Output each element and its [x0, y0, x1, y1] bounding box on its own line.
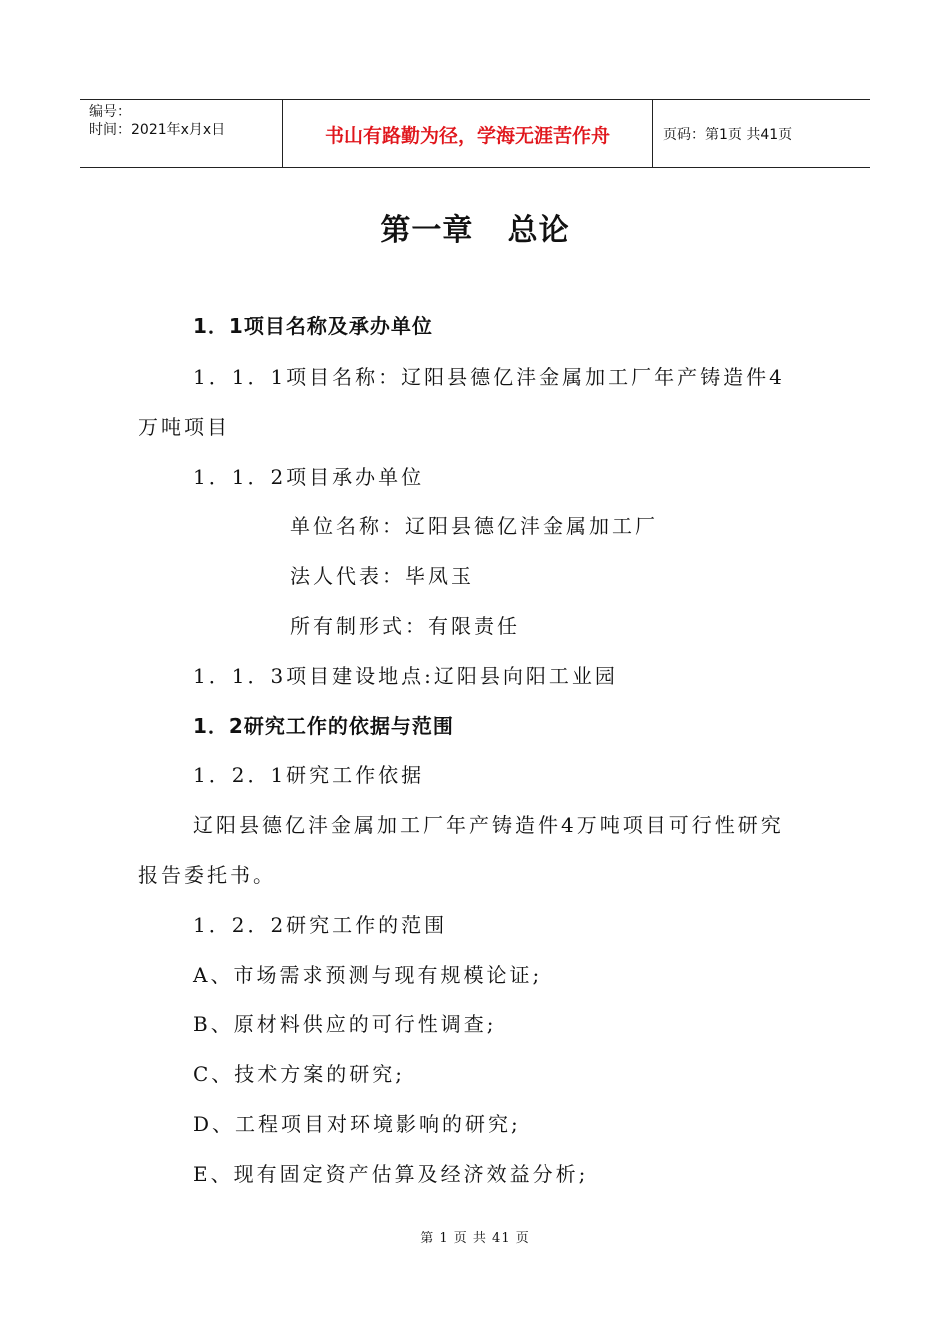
- section-heading-1-1: 1．1项目名称及承办单位: [193, 314, 433, 338]
- list-item: C、技术方案的研究;: [193, 1062, 406, 1086]
- subsection-heading: 1．1．2项目承办单位: [193, 465, 425, 489]
- paragraph-line: 辽阳县德亿沣金属加工厂年产铸造件4万吨项目可行性研究: [193, 813, 784, 837]
- document-date: 时间：2021年x月x日: [89, 122, 226, 138]
- paragraph-line: 所有制形式：有限责任: [290, 614, 520, 638]
- chapter-title: 第一章 总论: [380, 213, 570, 248]
- document-header: [80, 99, 870, 168]
- header-motto: 书山有路勤为径，学海无涯苦作舟: [324, 125, 610, 147]
- header-motto-cell: [283, 100, 653, 167]
- list-item: D、工程项目对环境影响的研究;: [193, 1112, 521, 1136]
- paragraph-line: 单位名称：辽阳县德亿沣金属加工厂: [290, 514, 658, 538]
- paragraph-line: 万吨项目: [138, 415, 230, 439]
- header-meta-cell: [80, 100, 283, 167]
- page-footer: 第 1 页 共 41 页: [420, 1231, 530, 1246]
- paragraph-line: 法人代表：毕凤玉: [290, 564, 474, 588]
- paragraph-line: 1．1．3项目建设地点:辽阳县向阳工业园: [193, 664, 618, 688]
- paragraph-line: 报告委托书。: [138, 863, 276, 887]
- list-item: A、市场需求预测与现有规模论证;: [193, 963, 543, 987]
- list-item: E、现有固定资产估算及经济效益分析;: [193, 1162, 589, 1186]
- document-number: 编号：: [89, 104, 131, 120]
- list-item: B、原材料供应的可行性调查;: [193, 1012, 497, 1036]
- subsection-heading: 1．2．2研究工作的范围: [193, 913, 448, 937]
- header-page-info: 页码：第1页 共41页: [663, 126, 793, 143]
- paragraph-line: 1．1．1项目名称：辽阳县德亿沣金属加工厂年产铸造件4: [193, 365, 785, 389]
- subsection-heading: 1．2．1研究工作依据: [193, 763, 425, 787]
- section-heading-1-2: 1．2研究工作的依据与范围: [193, 714, 454, 738]
- header-page-cell: [653, 100, 870, 167]
